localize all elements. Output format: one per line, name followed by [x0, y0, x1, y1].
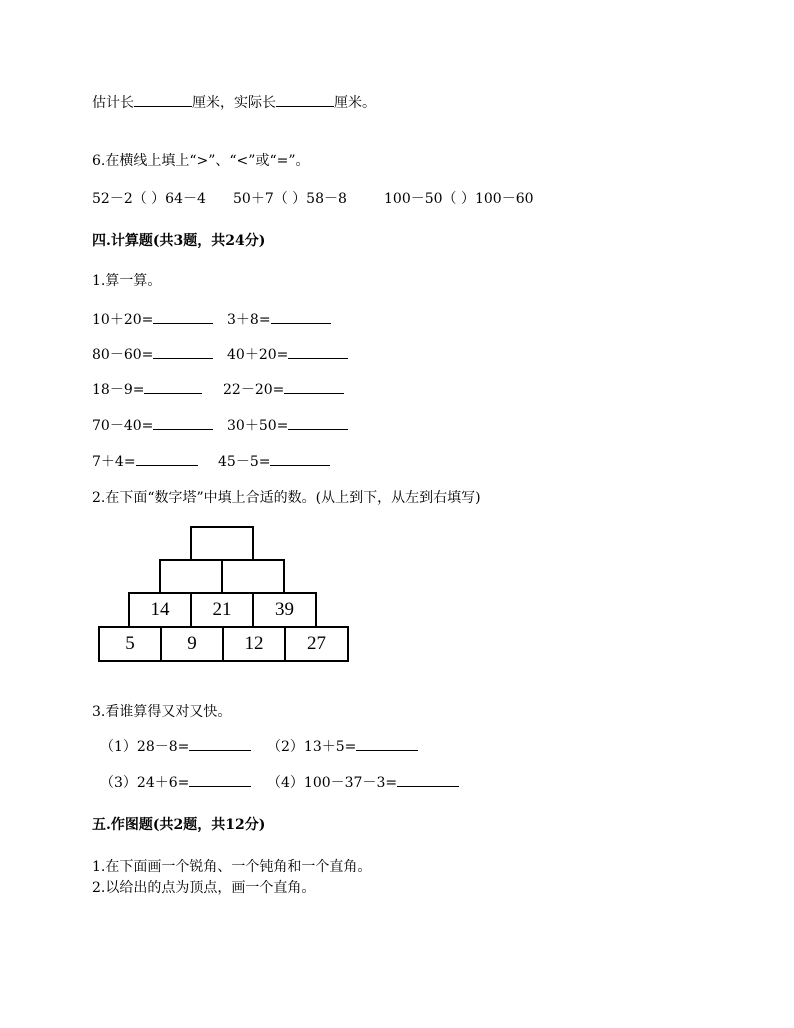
quick-calc-2 [267, 738, 418, 756]
tower-cell-row4-1 [98, 626, 162, 662]
q5-2: 2.以给出的点为顶点，画一个直角。 [92, 880, 316, 896]
tower-cell-row3-2 [190, 592, 254, 628]
tower-value: 14 [150, 599, 170, 620]
calc-expression: （1）28－8= [100, 739, 190, 755]
calc-expression: （3）24＋6= [100, 775, 190, 791]
unit-cm-1: 厘米， [192, 95, 234, 111]
tower-cell-row3-1 [128, 592, 192, 628]
calc-row-1-left [92, 311, 213, 329]
answer-blank[interactable] [153, 417, 213, 430]
calc-row-5-right [218, 453, 330, 471]
compare-item-1[interactable]: 52－2（ ）64－4 [92, 191, 206, 207]
tower-cell-row3-3 [252, 592, 317, 628]
tower-cell-row4-4 [284, 626, 349, 662]
estimate-blank[interactable] [134, 94, 192, 107]
calc-row-5-left [92, 453, 198, 471]
answer-blank[interactable] [189, 738, 251, 751]
answer-blank[interactable] [270, 453, 330, 466]
section5-heading: 五.作图题(共2题，共12分) [92, 817, 266, 833]
calc-row-1-right [227, 311, 331, 329]
calc-expression: 80－60= [92, 347, 154, 363]
tower-value: 5 [125, 633, 135, 654]
tower-cell-row2-2[interactable] [221, 559, 285, 594]
q4-2-title: 2.在下面“数字塔”中填上合适的数。(从上到下，从左到右填写) [92, 490, 481, 506]
answer-blank[interactable] [271, 311, 331, 324]
answer-blank[interactable] [397, 774, 459, 787]
tower-value: 12 [244, 633, 264, 654]
actual-blank[interactable] [276, 94, 334, 107]
compare-item-2[interactable]: 50＋7（ ）58－8 [233, 191, 347, 207]
calc-expression: （2）13＋5= [267, 739, 357, 755]
tower-value: 21 [212, 599, 232, 620]
calc-row-3-right [223, 381, 344, 399]
tower-cell-row4-3 [222, 626, 286, 662]
calc-expression: 70－40= [92, 418, 154, 434]
answer-blank[interactable] [288, 346, 348, 359]
calc-expression: 22－20= [223, 382, 285, 398]
calc-expression: 3＋8= [227, 312, 271, 328]
tower-cell-row2-1[interactable] [159, 559, 223, 594]
calc-expression: 45－5= [218, 454, 271, 470]
quick-calc-1 [100, 738, 251, 756]
tower-value: 27 [307, 633, 326, 654]
calc-expression: 10＋20= [92, 312, 154, 328]
measure-line [92, 94, 376, 112]
actual-label: 实际长 [234, 95, 276, 111]
answer-blank[interactable] [144, 381, 202, 394]
q4-1-title: 1.算一算。 [92, 273, 162, 289]
unit-cm-2: 厘米。 [334, 95, 376, 111]
q4-3-title: 3.看谁算得又对又快。 [92, 704, 232, 720]
answer-blank[interactable] [153, 311, 213, 324]
calc-row-2-left [92, 346, 213, 364]
quick-calc-3 [100, 774, 251, 792]
calc-expression: （4）100－37－3= [267, 775, 398, 791]
calc-row-4-left [92, 417, 213, 435]
answer-blank[interactable] [288, 417, 348, 430]
quick-calc-4 [267, 774, 459, 792]
calc-row-4-right [227, 417, 348, 435]
calc-row-2-right [227, 346, 348, 364]
answer-blank[interactable] [356, 738, 418, 751]
calc-expression: 18－9= [92, 382, 145, 398]
answer-blank[interactable] [136, 453, 198, 466]
answer-blank[interactable] [153, 346, 213, 359]
calc-expression: 30＋50= [227, 418, 289, 434]
tower-cell-row4-2 [160, 626, 224, 662]
tower-value: 39 [275, 599, 294, 620]
calc-row-3-left [92, 381, 202, 399]
answer-blank[interactable] [284, 381, 344, 394]
q5-1: 1.在下面画一个锐角、一个钝角和一个直角。 [92, 859, 372, 875]
calc-expression: 40＋20= [227, 347, 289, 363]
answer-blank[interactable] [189, 774, 251, 787]
tower-cell-row1[interactable] [190, 526, 254, 561]
q6-title: 6.在横线上填上“>”、“<”或“=”。 [92, 153, 310, 169]
calc-expression: 7＋4= [92, 454, 136, 470]
compare-item-3[interactable]: 100－50（ ）100－60 [384, 191, 534, 207]
tower-value: 9 [187, 633, 197, 654]
estimate-label: 估计长 [92, 95, 134, 111]
section4-heading: 四.计算题(共3题，共24分) [92, 233, 266, 249]
